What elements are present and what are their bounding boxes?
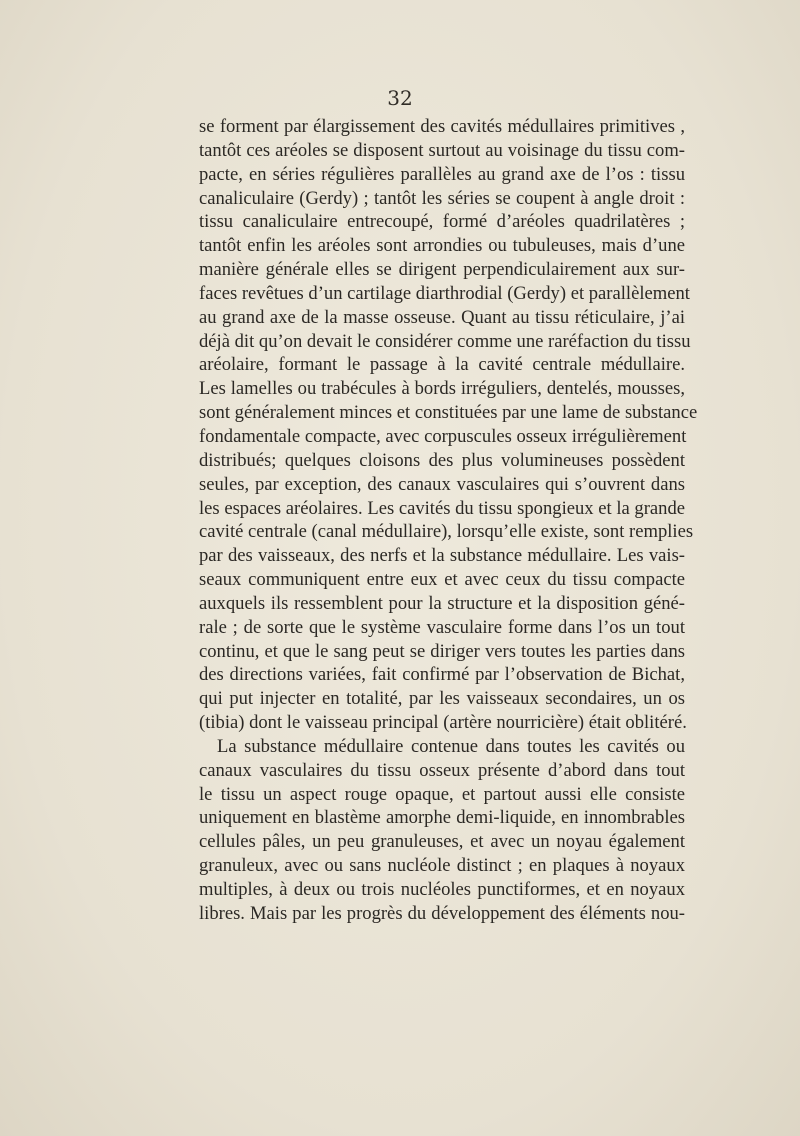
text-line: tissu canaliculaire entrecoupé, formé d’aréoles quadrilatères ; [199,211,685,233]
text-line: Les lamelles ou trabécules à bords irréguliers, dentelés, mousses, [199,378,685,400]
text-line: au grand axe de la masse osseuse. Quant au tissu réticulaire, j’ai [199,306,685,328]
body-text [199,115,698,926]
text-line: rale ; de sorte que le système vasculaire forme dans l’os un tout [199,616,685,638]
text-line: cellules pâles, un peu granuleuses, et avec un noyau également [199,831,685,853]
text-line: distribués; quelques cloisons des plus volumineuses possèdent [199,449,685,471]
text-line: granuleux, avec ou sans nucléole distinct ; en plaques à noyaux [199,855,685,877]
text-line: uniquement en blastème amorphe demi-liquide, en innombrables [199,807,685,829]
text-line: La substance médullaire contenue dans toutes les cavités ou [217,735,685,757]
text-line: qui put injecter en totalité, par les vaisseaux secondaires, un os [199,688,685,710]
text-line: tantôt ces aréoles se disposent surtout au voisinage du tissu com- [199,139,685,161]
text-line: les espaces aréolaires. Les cavités du tissu spongieux et la grande [199,497,685,519]
text-line: déjà dit qu’on devait le considérer comme une raréfaction du tissu [199,330,691,352]
text-line: auxquels ils ressemblent pour la structure et la disposition géné- [199,592,685,614]
text-line: tantôt enfin les aréoles sont arrondies ou tubuleuses, mais d’une [199,235,685,257]
text-line: (tibia) dont le vaisseau principal (artère nourricière) était oblitéré. [199,712,687,734]
text-line: seaux communiquent entre eux et avec ceux du tissu compacte [199,569,685,591]
text-line: canaliculaire (Gerdy) ; tantôt les séries se coupent à angle droit : [199,187,685,209]
text-line: des directions variées, fait confirmé par l’observation de Bichat, [199,664,685,686]
text-line: par des vaisseaux, des nerfs et la substance médullaire. Les vais- [199,545,685,567]
text-line: continu, et que le sang peut se diriger vers toutes les parties dans [199,640,685,662]
text-line: manière générale elles se dirigent perpendiculairement aux sur- [199,259,685,281]
text-line: le tissu un aspect rouge opaque, et partout aussi elle consiste [199,783,685,805]
text-line: canaux vasculaires du tissu osseux présente d’abord dans tout [199,759,685,781]
text-line: faces revêtues d’un cartilage diarthrodial (Gerdy) et parallèlement [199,282,690,304]
text-line: aréolaire, formant le passage à la cavité centrale médullaire. [199,354,685,376]
text-line: multiples, à deux ou trois nucléoles punctiformes, et en noyaux [199,879,685,900]
text-line: fondamentale compacte, avec corpuscules osseux irrégulièrement [199,425,687,447]
text-line: cavité centrale (canal médullaire), lorsqu’elle existe, sont remplies [199,521,694,543]
text-line: sont généralement minces et constituées par une lame de substance [199,402,698,424]
text-line: seules, par exception, des canaux vasculaires qui s’ouvrent dans [199,473,685,495]
text-line: se forment par élargissement des cavités médullaires primitives , [199,116,685,137]
text-line: libres. Mais par les progrès du développement des éléments nou- [199,902,685,924]
text-line: pacte, en séries régulières parallèles au grand axe de l’os : tissu [199,163,685,185]
page-number: 32 [387,86,413,110]
